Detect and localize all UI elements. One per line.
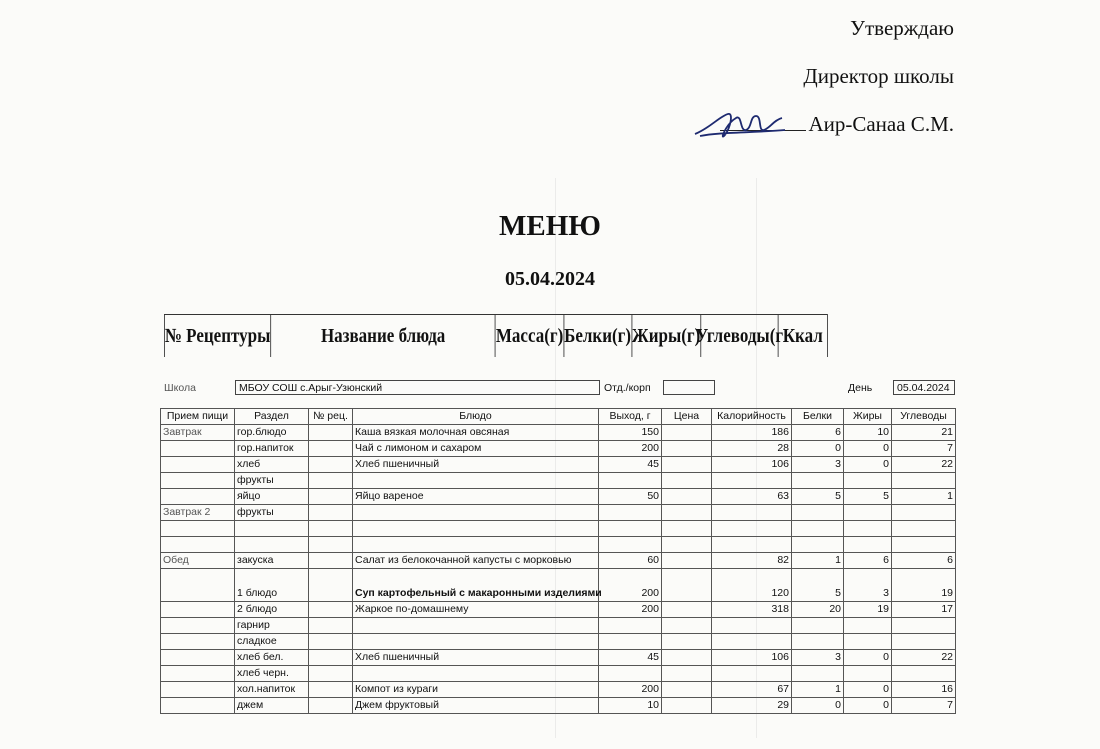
cell-meal (161, 521, 235, 537)
cell-p (792, 473, 844, 489)
cell-p: 0 (792, 698, 844, 714)
cell-kcal: 106 (712, 457, 792, 473)
table-row (161, 521, 956, 537)
cell-c (892, 521, 956, 537)
cell-rec (309, 698, 353, 714)
school-label: Школа (164, 382, 196, 394)
header-cell: Углеводы (892, 409, 956, 425)
cell-kcal (712, 634, 792, 650)
cell-p: 6 (792, 425, 844, 441)
cell-out (599, 666, 662, 682)
table-row (161, 618, 956, 634)
cell-kcal: 318 (712, 602, 792, 618)
director-position: Директор школы (803, 64, 954, 88)
cell-p: 0 (792, 441, 844, 457)
cell-f: 5 (844, 489, 892, 505)
cell-price (662, 650, 712, 666)
menu-table (160, 408, 956, 714)
cell-kcal: 186 (712, 425, 792, 441)
cell-p: 1 (792, 682, 844, 698)
header-cell: Жиры (844, 409, 892, 425)
cell-dish (353, 505, 599, 521)
cell-f: 0 (844, 650, 892, 666)
cell-f: 3 (844, 569, 892, 602)
cell-f: 0 (844, 698, 892, 714)
cell-f (844, 634, 892, 650)
sheet-meta (160, 380, 955, 400)
table-header-row (161, 409, 956, 425)
cell-meal (161, 650, 235, 666)
menu-column-header (164, 314, 828, 357)
cell-p (792, 666, 844, 682)
page-title: МЕНЮ (499, 210, 601, 242)
cell-dish (353, 666, 599, 682)
cell-rec (309, 425, 353, 441)
cell-f: 6 (844, 553, 892, 569)
cell-section: гор.напиток (235, 441, 309, 457)
cell-rec (309, 521, 353, 537)
cell-dish (353, 634, 599, 650)
cell-meal: Завтрак 2 (161, 505, 235, 521)
cell-out: 60 (599, 553, 662, 569)
cell-dish: Компот из кураги (353, 682, 599, 698)
cell-meal (161, 634, 235, 650)
cell-c: 7 (892, 441, 956, 457)
cell-price (662, 441, 712, 457)
table-row (161, 441, 956, 457)
table-row (161, 489, 956, 505)
cell-section (235, 521, 309, 537)
cell-dish: Чай с лимоном и сахаром (353, 441, 599, 457)
cell-kcal (712, 505, 792, 521)
cell-dish: Хлеб пшеничный (353, 457, 599, 473)
cell-out (599, 505, 662, 521)
cell-rec (309, 569, 353, 602)
menu-date: 05.04.2024 (505, 268, 595, 290)
cell-kcal: 28 (712, 441, 792, 457)
cell-rec (309, 473, 353, 489)
table-row (161, 634, 956, 650)
cell-rec (309, 505, 353, 521)
cell-price (662, 553, 712, 569)
cell-rec (309, 537, 353, 553)
cell-f (844, 666, 892, 682)
header-cell: Белки (792, 409, 844, 425)
table-row (161, 505, 956, 521)
table-row (161, 425, 956, 441)
cell-c: 6 (892, 553, 956, 569)
cell-out (599, 473, 662, 489)
cell-p (792, 505, 844, 521)
table-row (161, 682, 956, 698)
cell-rec (309, 602, 353, 618)
cell-kcal (712, 618, 792, 634)
cell-out: 45 (599, 650, 662, 666)
cell-price (662, 569, 712, 602)
cell-section: джем (235, 698, 309, 714)
cell-dish: Хлеб пшеничный (353, 650, 599, 666)
cell-dish: Джем фруктовый (353, 698, 599, 714)
table-row (161, 553, 956, 569)
cell-f (844, 618, 892, 634)
table-row (161, 457, 956, 473)
cell-rec (309, 666, 353, 682)
cell-price (662, 602, 712, 618)
cell-section: хлеб бел. (235, 650, 309, 666)
cell-out: 45 (599, 457, 662, 473)
table-row (161, 698, 956, 714)
day-field: 05.04.2024 (893, 380, 955, 395)
cell-meal (161, 473, 235, 489)
cell-f (844, 521, 892, 537)
cell-meal (161, 666, 235, 682)
cell-section: гарнир (235, 618, 309, 634)
cell-p: 3 (792, 457, 844, 473)
cell-c: 22 (892, 650, 956, 666)
cell-price (662, 666, 712, 682)
header-cell: Блюдо (353, 409, 599, 425)
cell-out: 200 (599, 602, 662, 618)
cell-c: 17 (892, 602, 956, 618)
menu-sheet (160, 380, 955, 714)
cell-p: 5 (792, 569, 844, 602)
col-kcal: Ккал (779, 315, 828, 357)
school-field: МБОУ СОШ с.Арыг-Узюнский (235, 380, 600, 395)
cell-f (844, 505, 892, 521)
cell-kcal: 106 (712, 650, 792, 666)
cell-section (235, 537, 309, 553)
cell-c: 1 (892, 489, 956, 505)
cell-meal (161, 441, 235, 457)
director-name: Аир-Санаа С.М. (808, 112, 954, 136)
cell-out: 150 (599, 425, 662, 441)
cell-dish (353, 618, 599, 634)
cell-c (892, 505, 956, 521)
cell-meal (161, 682, 235, 698)
cell-c (892, 537, 956, 553)
cell-out: 50 (599, 489, 662, 505)
cell-dish: Яйцо вареное (353, 489, 599, 505)
cell-kcal (712, 666, 792, 682)
cell-kcal: 67 (712, 682, 792, 698)
cell-kcal: 29 (712, 698, 792, 714)
cell-out: 10 (599, 698, 662, 714)
dept-label: Отд./корп (604, 382, 651, 394)
cell-p: 3 (792, 650, 844, 666)
cell-section: яйцо (235, 489, 309, 505)
cell-meal: Завтрак (161, 425, 235, 441)
col-dish-name: Название блюда (271, 315, 496, 357)
cell-rec (309, 553, 353, 569)
cell-meal (161, 569, 235, 602)
table-row (161, 473, 956, 489)
cell-p: 1 (792, 553, 844, 569)
cell-section: фрукты (235, 505, 309, 521)
cell-section: хлеб (235, 457, 309, 473)
cell-c (892, 473, 956, 489)
col-protein: Белки(г) (564, 315, 632, 357)
cell-out (599, 634, 662, 650)
col-carbs: Углеводы(г (701, 315, 778, 357)
cell-f (844, 473, 892, 489)
cell-meal (161, 489, 235, 505)
cell-f: 0 (844, 457, 892, 473)
cell-section: хлеб черн. (235, 666, 309, 682)
cell-out (599, 618, 662, 634)
col-fat: Жиры(г) (632, 315, 701, 357)
col-recipe: № Рецептуры (165, 315, 271, 357)
table-row (161, 650, 956, 666)
cell-section: 2 блюдо (235, 602, 309, 618)
cell-out: 200 (599, 569, 662, 602)
cell-kcal: 63 (712, 489, 792, 505)
header-cell: Выход, г (599, 409, 662, 425)
cell-rec (309, 682, 353, 698)
cell-rec (309, 618, 353, 634)
cell-meal (161, 537, 235, 553)
cell-meal: Обед (161, 553, 235, 569)
cell-rec (309, 634, 353, 650)
cell-p (792, 634, 844, 650)
cell-c: 19 (892, 569, 956, 602)
cell-f: 19 (844, 602, 892, 618)
cell-dish: Суп картофельный с макаронными изделиями (353, 569, 599, 602)
cell-c (892, 634, 956, 650)
cell-section: 1 блюдо (235, 569, 309, 602)
cell-p (792, 537, 844, 553)
cell-out (599, 521, 662, 537)
header-cell: Калорийность (712, 409, 792, 425)
cell-f: 10 (844, 425, 892, 441)
cell-price (662, 425, 712, 441)
cell-c: 16 (892, 682, 956, 698)
cell-out: 200 (599, 682, 662, 698)
cell-dish (353, 473, 599, 489)
header-cell: Цена (662, 409, 712, 425)
cell-price (662, 634, 712, 650)
cell-price (662, 505, 712, 521)
cell-f (844, 537, 892, 553)
cell-c: 7 (892, 698, 956, 714)
header-cell: № рец. (309, 409, 353, 425)
signature-icon (690, 106, 790, 144)
dept-field (663, 380, 715, 395)
cell-p (792, 521, 844, 537)
cell-c: 22 (892, 457, 956, 473)
cell-kcal (712, 521, 792, 537)
cell-dish (353, 521, 599, 537)
cell-kcal: 82 (712, 553, 792, 569)
cell-rec (309, 441, 353, 457)
cell-kcal: 120 (712, 569, 792, 602)
cell-price (662, 682, 712, 698)
cell-kcal (712, 473, 792, 489)
cell-rec (309, 457, 353, 473)
table-row (161, 537, 956, 553)
cell-price (662, 537, 712, 553)
cell-c (892, 666, 956, 682)
cell-section: гор.блюдо (235, 425, 309, 441)
cell-c (892, 618, 956, 634)
cell-price (662, 489, 712, 505)
cell-f: 0 (844, 441, 892, 457)
cell-dish (353, 537, 599, 553)
cell-meal (161, 618, 235, 634)
cell-price (662, 521, 712, 537)
cell-price (662, 473, 712, 489)
col-mass: Масса(г) (496, 315, 564, 357)
cell-section: хол.напиток (235, 682, 309, 698)
cell-dish: Каша вязкая молочная овсяная (353, 425, 599, 441)
cell-dish: Жаркое по-домашнему (353, 602, 599, 618)
cell-price (662, 698, 712, 714)
cell-section: закуска (235, 553, 309, 569)
table-row (161, 666, 956, 682)
cell-section: сладкое (235, 634, 309, 650)
cell-c: 21 (892, 425, 956, 441)
header-cell: Прием пищи (161, 409, 235, 425)
cell-out (599, 537, 662, 553)
cell-price (662, 618, 712, 634)
cell-rec (309, 650, 353, 666)
cell-meal (161, 698, 235, 714)
cell-kcal (712, 537, 792, 553)
cell-rec (309, 489, 353, 505)
cell-f: 0 (844, 682, 892, 698)
cell-p: 20 (792, 602, 844, 618)
day-label: День (848, 382, 873, 394)
cell-out: 200 (599, 441, 662, 457)
cell-section: фрукты (235, 473, 309, 489)
table-row (161, 602, 956, 618)
approve-label: Утверждаю (850, 16, 954, 40)
cell-p (792, 618, 844, 634)
cell-meal (161, 602, 235, 618)
cell-meal (161, 457, 235, 473)
cell-p: 5 (792, 489, 844, 505)
cell-price (662, 457, 712, 473)
table-row (161, 569, 956, 602)
cell-dish: Салат из белокочанной капусты с морковью (353, 553, 599, 569)
header-cell: Раздел (235, 409, 309, 425)
